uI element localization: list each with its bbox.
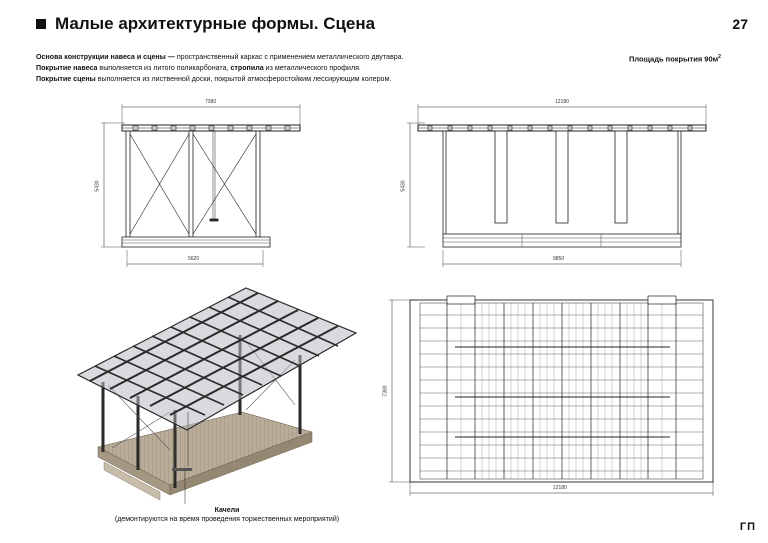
side-bottom-dim: 5620 bbox=[188, 256, 200, 262]
page-number: 27 bbox=[732, 16, 748, 32]
plan-view-drawing bbox=[389, 296, 713, 496]
side-top-dim: 7380 bbox=[205, 99, 217, 105]
swing-caption-note: (демонтируются на время проведения торжественных мероприятий) bbox=[114, 516, 340, 523]
side-height-dim: 5430 bbox=[94, 180, 101, 192]
swing-caption-title: Качели bbox=[214, 507, 240, 514]
logo: ГП bbox=[739, 521, 756, 533]
front-height-dim: 5430 bbox=[400, 180, 407, 192]
area-label: Площадь покрытия $90м^2$ bbox=[629, 54, 721, 64]
swing-caption bbox=[82, 506, 372, 524]
front-view-drawing bbox=[407, 104, 706, 267]
title-text: Малые архитектурные формы. Сцена bbox=[55, 14, 376, 33]
description-line-1: Основа конструкции навеса и сцены — пространственный каркас с применением металлического двутавра. bbox=[36, 53, 404, 61]
isometric-view-drawing bbox=[78, 288, 356, 504]
front-top-dim: 12180 bbox=[555, 99, 569, 105]
plan-bottom-dim: 12180 bbox=[553, 485, 567, 491]
description-line-2: Покрытие навеса выполняется из литого поликарбоната, стропила из металлического профиля. bbox=[36, 64, 361, 72]
description-line-3: Покрытие сцены выполняется из лиственной доски, покрытой атмосферостойким лессирующим колером. bbox=[36, 75, 392, 83]
front-bottom-dim: 9850 bbox=[553, 256, 565, 262]
plan-height-dim: 7380 bbox=[382, 385, 389, 397]
side-view-drawing bbox=[101, 104, 300, 267]
